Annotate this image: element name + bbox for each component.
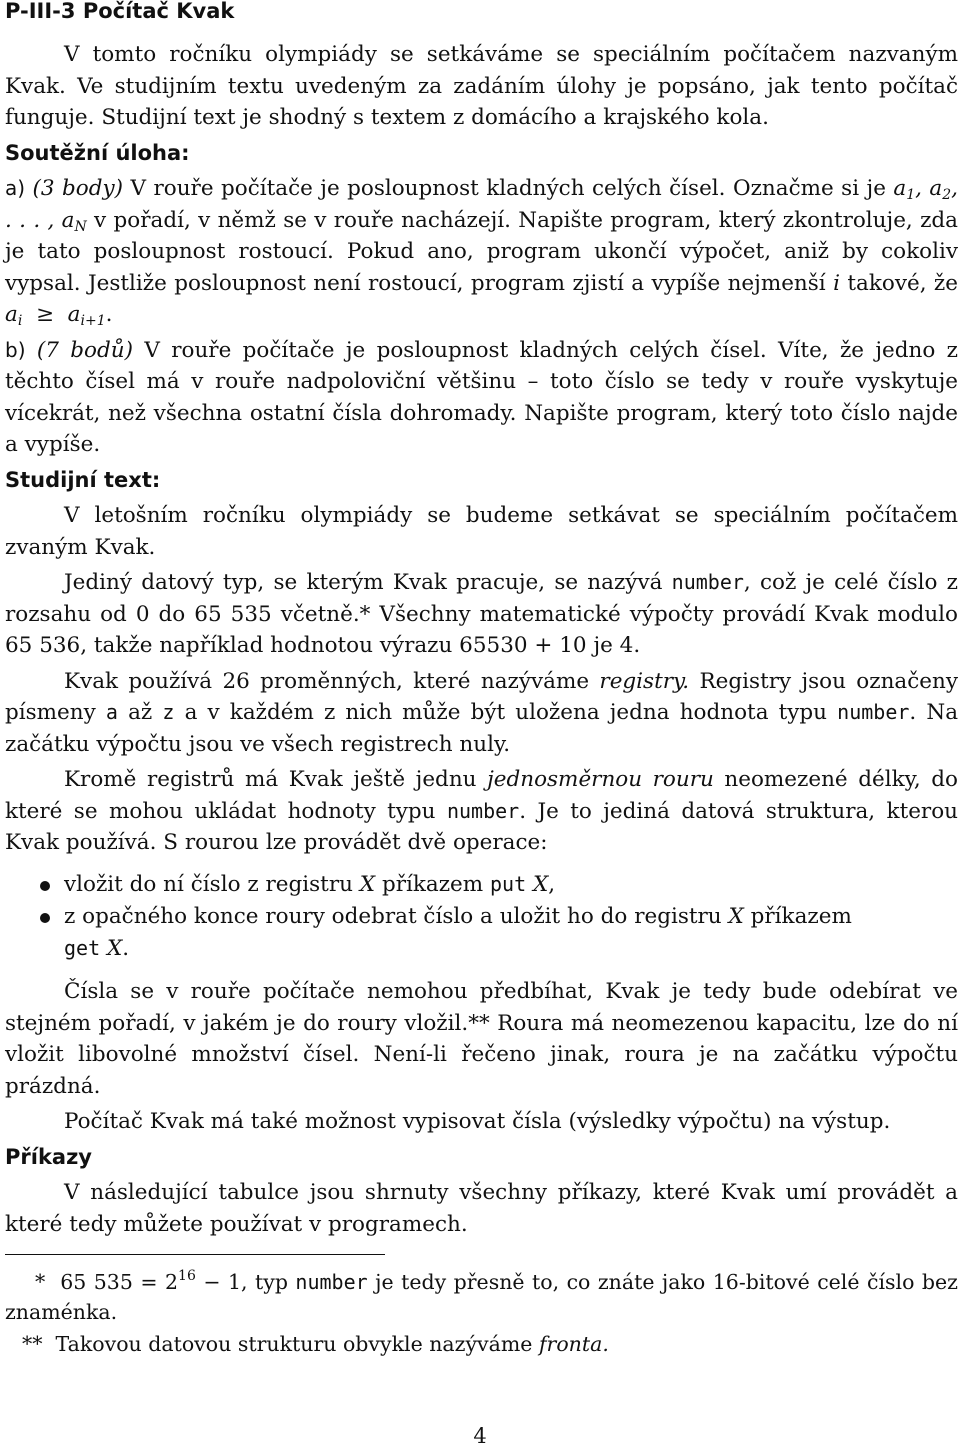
register-var: X: [532, 871, 549, 897]
task-b-text: V rouře počítače je posloupnost kladných celých čísel. Víte, že jedno z těchto čísel má v rouře nadpoloviční většinu – toto číslo se tedy v rouře vyskytuje vícekrát, než všechna ostatní čísla dohromady. Napište program, který toto číslo najde a vypíše.: [5, 337, 958, 457]
get-command-code: get: [64, 935, 101, 960]
bullet-punct: .: [122, 935, 130, 961]
study-p4-text-3: . Je to jediná datová struktura, kterou Kvak používá. S rourou lze provádět dvě operace:: [5, 798, 958, 855]
task-a-inequality-math: $a_i \ge a_{i+1}$: [5, 302, 106, 329]
list-item: [64, 869, 958, 901]
task-heading: Soutěžní úloha:: [5, 140, 190, 165]
bullet-text: vložit do ní číslo z registru: [64, 871, 353, 897]
register-z-code: z: [162, 700, 175, 724]
put-command-code: put: [490, 871, 527, 896]
footnote-1: [5, 1267, 958, 1327]
study-p2-text-1: Jediný datový typ, se kterým Kvak pracuje, se nazývá: [64, 570, 663, 595]
study-p3-text-3: až: [128, 700, 153, 725]
content: [5, 39, 958, 1359]
study-paragraph-4: [5, 764, 958, 859]
footnote-1-text-3: je tedy přesně to, co znáte jako 16-bitové celé číslo bez znaménka.: [5, 1270, 958, 1324]
task-a-points: (3 body): [32, 176, 124, 201]
bullet-text: z opačného konce roury odebrat číslo a uložit ho do registru: [64, 904, 722, 929]
bullet-icon: [40, 881, 50, 891]
document-title: P-III-3 Počítač Kvak: [5, 0, 235, 23]
footnote-2-text: Takovou datovou strukturu obvykle nazýváme: [55, 1332, 533, 1356]
task-a-sequence-math: $a_1$, $a_2$, . . . , $a_N$: [5, 176, 959, 235]
study-paragraph-6: Počítač Kvak má také možnost vypisovat čísla (výsledky výpočtu) na výstup.: [64, 1109, 891, 1134]
number-type-code: number: [837, 700, 910, 724]
footnote-1-text-1: 65 535 = 2: [60, 1270, 179, 1294]
register-var: X: [728, 904, 744, 929]
study-p4-text-1: Kromě registrů má Kvak ještě jednu: [64, 767, 477, 792]
bullet-punct: ,: [548, 871, 556, 897]
study-paragraph-5: Čísla se v rouře počítače nemohou předbíhat, Kvak je tedy bude odebírat ve stejném pořadí, v jakém je do roury vložil.** Roura má neomezenou kapacitu, lze do ní vložit libovolné množství čísel. Není-li řečeno jinak, roura je na začátku výpočtu prázdná.: [5, 979, 958, 1099]
register-var: X: [106, 935, 123, 961]
footnote-mark: *: [35, 1270, 46, 1294]
study-paragraph-1: V letošním ročníku olympiády se budeme setkávat se speciálním počítačem zvaným Kvak.: [5, 503, 958, 560]
task-b-points: (7 bodů): [36, 337, 133, 363]
task-b-paragraph: [5, 335, 958, 461]
commands-paragraph: V následující tabulce jsou shrnuty všechny příkazy, které Kvak umí provádět a které tedy můžete používat v programech.: [5, 1180, 958, 1237]
bullet-text: příkazem: [750, 904, 852, 929]
task-a-text-2: v pořadí, v němž se v rouře nacházejí. Napište program, který zkontroluje, zda je tato posloupnost rostoucí. Pokud ano, program ukončí výpočet, aniž by cokoliv vypsal. Jestliže posloupnost není rostoucí, program zjistí a vypíše nejmenší: [5, 207, 958, 296]
intro-paragraph: V tomto ročníku olympiády se setkáváme se speciálním počítačem nazvaným Kvak. Ve studijním textu uvedeným za zadáním úlohy je popsáno, jak tento počítač funguje. Studijní text je shodný s textem z domácího a krajského kola.: [5, 42, 958, 130]
task-b-label: b): [5, 337, 26, 362]
task-a-text-1: V rouře počítače je posloupnost kladných celých čísel. Označme si je: [130, 176, 886, 201]
footnote-1-exponent: 16: [178, 1268, 196, 1284]
register-var: X: [359, 871, 376, 897]
study-paragraph-3: [5, 666, 958, 761]
footnote-2: [5, 1329, 958, 1359]
study-p3-text-2: Registry jsou označeny písmeny: [5, 668, 958, 725]
number-type-code: number: [295, 1270, 368, 1294]
bullet-icon: [40, 913, 50, 923]
study-p4-text-2: neomezené délky, do které se mohou ukládat hodnoty typu: [5, 767, 958, 824]
study-paragraph-2: [5, 567, 958, 662]
task-a-index-var: i: [833, 270, 840, 296]
study-heading: Studijní text:: [5, 467, 161, 492]
number-type-code: number: [671, 570, 744, 594]
page-number: 4: [473, 1424, 487, 1448]
footnote-divider: [5, 1254, 385, 1255]
bullet-text: příkazem: [381, 871, 484, 897]
study-p2-text-2: , což je celé číslo z rozsahu od 0 do 65 535 včetně.* Všechny matematické výpočty provádí Kvak modulo 65 536, takže například hodnotou výrazu 65530 + 10 je 4.: [5, 570, 959, 658]
task-a-text-3: takové, že: [847, 270, 958, 296]
operations-list: [5, 869, 958, 965]
task-a-label: a): [5, 176, 26, 200]
registry-emphasis: registry.: [599, 668, 690, 694]
footnote-mark: **: [22, 1332, 43, 1356]
footnote-1-text-2: − 1, typ: [203, 1270, 288, 1294]
study-p3-text-1: Kvak používá 26 proměnných, které nazýváme: [64, 668, 590, 694]
task-a-paragraph: a) (3 body) V rouře počítače je posloupnost kladných celých čísel. Označme si je $a_1$, $a_2$, . . . , $a_N$ v pořadí, v němž se v rouře nacházejí. Napište program, který zkontroluje, zda je tato posloupnost rostoucí. Pokud ano, program ukončí výpočet, aniž by cokoliv vypsal. Jestliže posloupnost není rostoucí, program zjistí a vypíše nejmenší i takové, že $a_i \ge a_{i+1}$.: [5, 176, 959, 329]
number-type-code: number: [446, 798, 520, 823]
footnote-2-emphasis: fronta.: [538, 1332, 609, 1356]
pipe-emphasis: jednosměrnou rouru: [487, 767, 714, 792]
register-a-code: a: [105, 700, 118, 724]
commands-heading: Příkazy: [5, 1144, 92, 1169]
study-p3-text-5: . Na začátku výpočtu jsou ve všech registrech nuly.: [5, 700, 959, 757]
study-p3-text-4: a v každém z nich může být uložena jedna hodnota typu: [184, 700, 828, 725]
list-item: [64, 901, 958, 964]
